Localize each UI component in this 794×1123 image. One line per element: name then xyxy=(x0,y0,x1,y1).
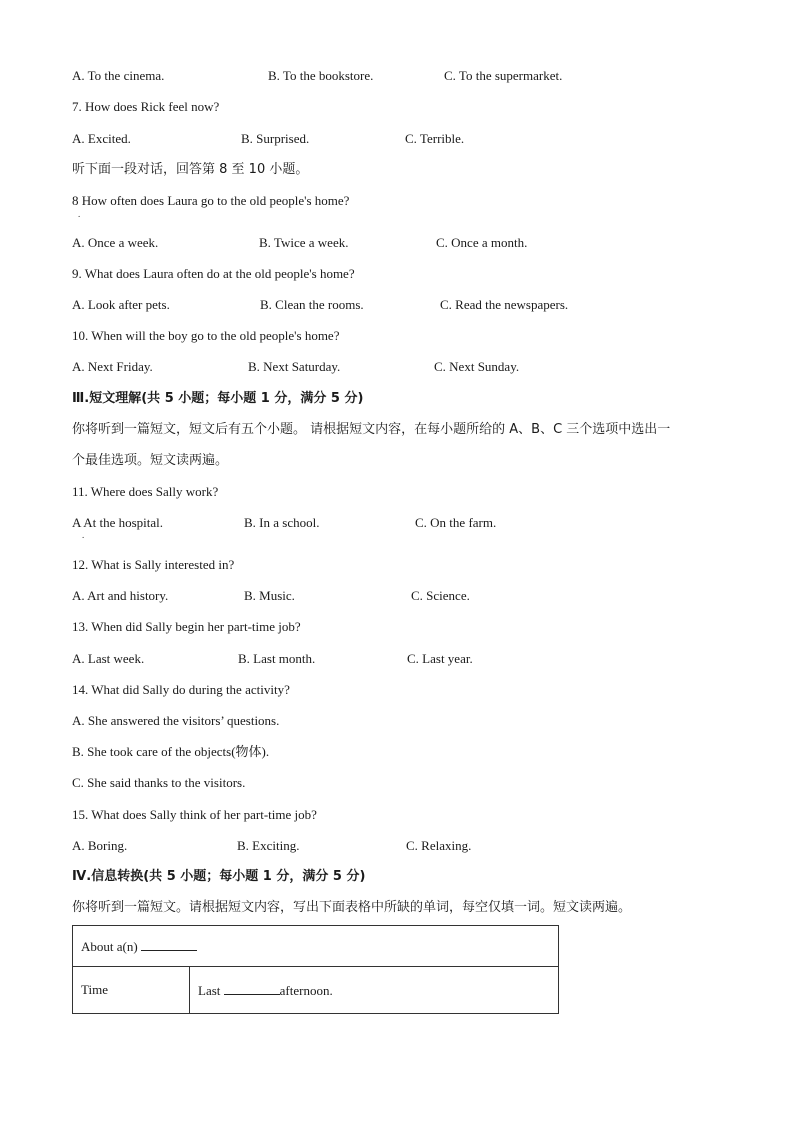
section3-title: Ⅲ.短文理解(共 5 小题；每小题 1 分，满分 5 分) xyxy=(72,391,364,406)
q6-option-a: A. To the cinema. xyxy=(72,68,165,83)
q9-option-b: B. Clean the rooms. xyxy=(260,297,364,312)
q13-option-b: B. Last month. xyxy=(238,651,316,666)
q14-option-a: A. She answered the visitors’ questions. xyxy=(72,713,280,728)
q15-option-b: B. Exciting. xyxy=(237,838,300,853)
q7-option-b: B. Surprised. xyxy=(241,131,310,146)
q7-option-c: C. Terrible. xyxy=(405,131,465,146)
q15-question: 15. What does Sally think of her part-time job? xyxy=(72,807,317,822)
q8-option-a: A. Once a week. xyxy=(72,235,159,250)
time-prefix: Last xyxy=(198,982,221,998)
q10-option-b: B. Next Saturday. xyxy=(248,359,341,374)
time-label: Time xyxy=(81,982,108,997)
q13-option-a: A. Last week. xyxy=(72,651,145,666)
section3-instruction-line2: 个最佳选项。短文读两遍。 xyxy=(72,453,229,468)
q13-question: 13. When did Sally begin her part-time job? xyxy=(72,619,301,634)
q10-question: 10. When will the boy go to the old people's home? xyxy=(72,328,340,343)
q14-question: 14. What did Sally do during the activity? xyxy=(72,682,290,697)
dialog-instruction: 听下面一段对话，回答第 8 至 10 小题。 xyxy=(72,162,309,177)
q12-option-a: A. Art and history. xyxy=(72,588,169,603)
q8-option-c: C. Once a month. xyxy=(436,235,528,250)
q10-option-a: A. Next Friday. xyxy=(72,359,153,374)
info-table xyxy=(72,925,559,1014)
q9-option-c: C. Read the newspapers. xyxy=(440,297,569,312)
time-blank[interactable] xyxy=(224,982,280,995)
q15-option-a: A. Boring. xyxy=(72,838,128,853)
q11-option-c: C. On the farm. xyxy=(415,515,497,530)
q11-question: 11. Where does Sally work? xyxy=(72,484,219,499)
time-label-cell xyxy=(73,967,190,1014)
q6-option-c: C. To the supermarket. xyxy=(444,68,563,83)
q9-option-a: A. Look after pets. xyxy=(72,297,170,312)
section4-instruction: 你将听到一篇短文。请根据短文内容，写出下面表格中所缺的单词，每空仅填一词。短文读两遍。 xyxy=(72,900,632,915)
decorative-dot: . xyxy=(82,530,85,540)
q15-option-c: C. Relaxing. xyxy=(406,838,472,853)
q11-option-a: A At the hospital. xyxy=(72,515,163,530)
q9-question: 9. What does Laura often do at the old people's home? xyxy=(72,266,355,281)
section3-instruction-line1: 你将听到一篇短文，短文后有五个小题。 请根据短文内容，在每小题所给的 A、B、C 三个选项中选出一 xyxy=(72,422,671,437)
section4-title: Ⅳ.信息转换(共 5 小题；每小题 1 分，满分 5 分) xyxy=(72,869,366,884)
q8-question: 8 How often does Laura go to the old people's home? xyxy=(72,193,350,208)
topic-blank[interactable] xyxy=(141,938,197,951)
time-suffix: afternoon. xyxy=(279,982,333,998)
q7-question: 7. How does Rick feel now? xyxy=(72,99,220,114)
q12-option-c: C. Science. xyxy=(411,588,470,603)
decorative-dot: . xyxy=(78,209,81,219)
q12-question: 12. What is Sally interested in? xyxy=(72,557,235,572)
q14-option-c: C. She said thanks to the visitors. xyxy=(72,775,246,790)
q8-option-b: B. Twice a week. xyxy=(259,235,349,250)
q11-option-b: B. In a school. xyxy=(244,515,320,530)
q12-option-b: B. Music. xyxy=(244,588,295,603)
q10-option-c: C. Next Sunday. xyxy=(434,359,520,374)
info-table-topic-cell xyxy=(73,926,559,967)
q13-option-c: C. Last year. xyxy=(407,651,473,666)
q14-option-b: B. She took care of the objects(物体). xyxy=(72,744,270,759)
q7-option-a: A. Excited. xyxy=(72,131,131,146)
topic-label: About a(n) xyxy=(81,938,138,954)
q6-option-b: B. To the bookstore. xyxy=(268,68,374,83)
time-value-cell xyxy=(190,967,559,1014)
